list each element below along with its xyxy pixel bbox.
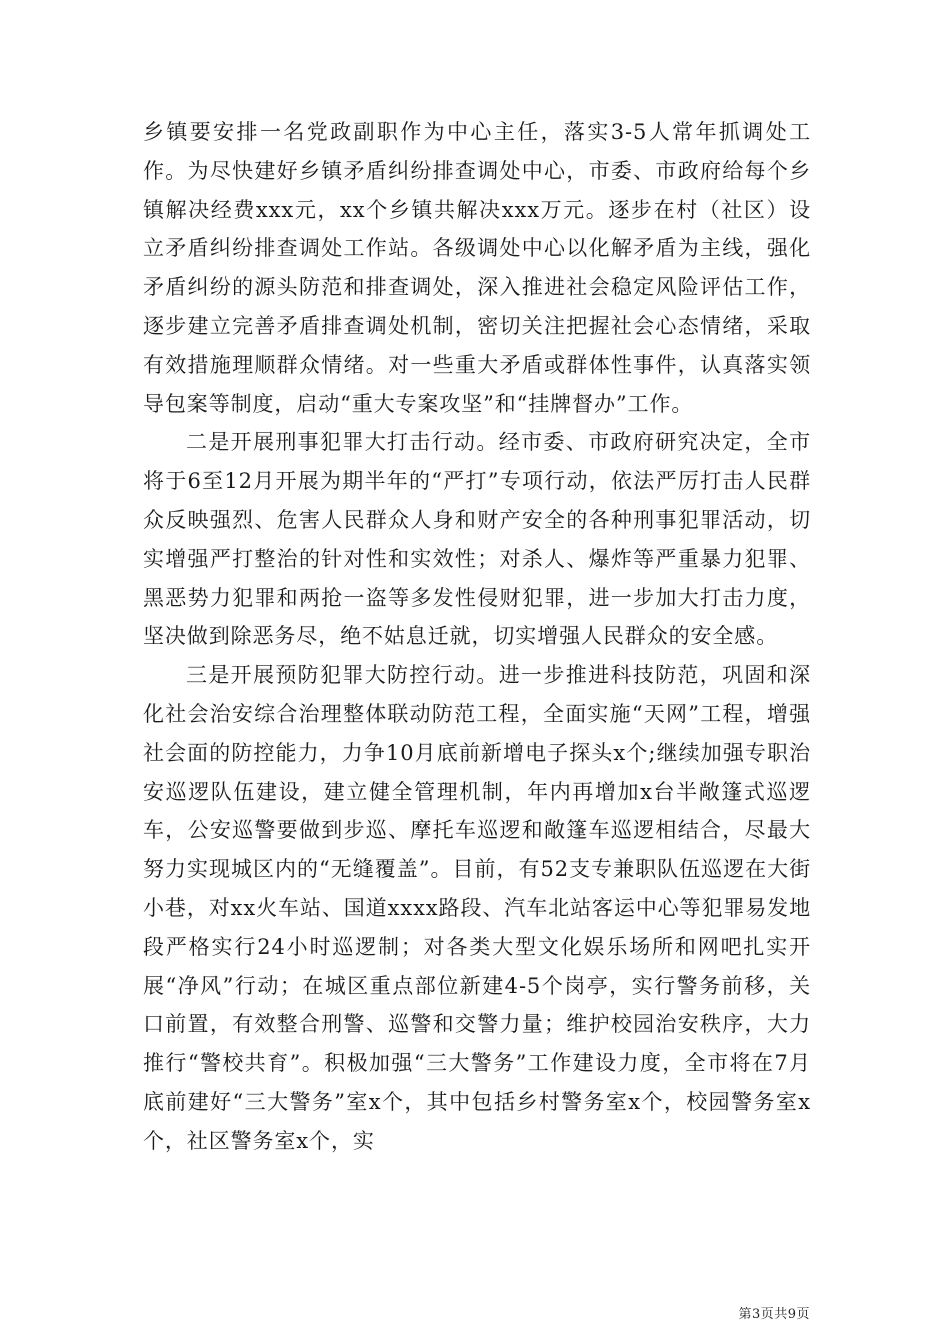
document-body — [143, 113, 811, 1161]
paragraph-crime-prevention: 三是开展预防犯罪大防控行动。进一步推进科技防范，巩固和深化社会治安综合治理整体联动防范工程，全面实施“天网”工程，增强社会面的防控能力，力争10月底前新增电子探头x个;继续加强专职治安巡逻队伍建设，建立健全管理机制，年内再增加x台半敞篷式巡逻车，公安巡警要做到步巡、摩托车巡逻和敞篷车巡逻相结合，尽最大努力实现城区内的“无缝覆盖”。目前，有52支专兼职队伍巡逻在大街小巷，对xx火车站、国道xxxx路段、汽车北站客运中心等犯罪易发地段严格实行24小时巡逻制；对各类大型文化娱乐场所和网吧扎实开展“净风”行动；在城区重点部位新建4-5个岗亭，实行警务前移，关口前置，有效整合刑警、巡警和交警力量；维护校园治安秩序，大力推行“警校共育”。积极加强“三大警务”工作建设力度，全市将在7月底前建好“三大警务”室x个，其中包括乡村警务室x个，校园警务室x个，社区警务室x个，实 — [143, 663, 811, 1153]
page-number: 第3页共9页 — [738, 1307, 810, 1322]
paragraph-continuation: 乡镇要安排一名党政副职作为中心主任，落实3-5人常年抓调处工作。为尽快建好乡镇矛盾纠纷排查调处中心，市委、市政府给每个乡镇解决经费xxx元，xx个乡镇共解决xxx万元。逐步在村（社区）设立矛盾纠纷排查调处工作站。各级调处中心以化解矛盾为主线，强化矛盾纠纷的源头防范和排查调处，深入推进社会稳定风险评估工作，逐步建立完善矛盾排查调处机制，密切关注把握社会心态情绪，采取有效措施理顺群众情绪。对一些重大矛盾或群体性事件，认真落实领导包案等制度，启动“重大专案攻坚”和“挂牌督办”工作。 — [143, 120, 811, 416]
paragraph-criminal-crackdown: 二是开展刑事犯罪大打击行动。经市委、市政府研究决定，全市将于6至12月开展为期半年的“严打”专项行动，依法严厉打击人民群众反映强烈、危害人民群众人身和财产安全的各种刑事犯罪活动，切实增强严打整治的针对性和实效性；对杀人、爆炸等严重暴力犯罪、黑恶势力犯罪和两抢一盗等多发性侵财犯罪，进一步加大打击力度，坚决做到除恶务尽，绝不姑息迁就，切实增强人民群众的安全感。 — [143, 430, 811, 649]
